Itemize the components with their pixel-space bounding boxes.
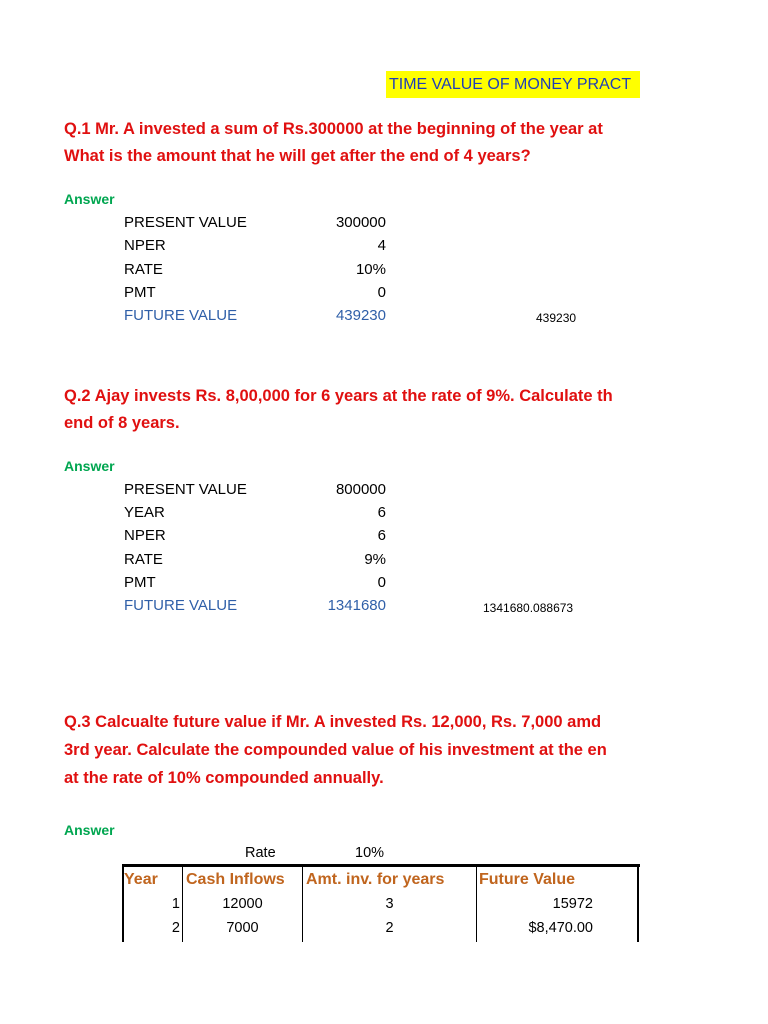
q1-line-2: What is the amount that he will get after the end of 4 years? [64,147,531,165]
q2-label-rate: RATE [124,551,163,568]
q2-answer-label: Answer [64,458,115,474]
q1-label-pmt: PMT [124,284,156,301]
table-row-1-amt[interactable]: 3 [385,896,394,912]
q2-value-nper[interactable]: 6 [377,527,386,544]
q2-line-2: end of 8 years. [64,414,180,432]
table-row-1-fv[interactable]: 15972 [552,896,593,912]
table-row-2-fv[interactable]: $8,470.00 [528,920,593,936]
q1-label-future-value: FUTURE VALUE [124,307,238,324]
table-row-2-amt[interactable]: 2 [385,920,394,936]
q2-label-nper: NPER [124,527,166,544]
q3-rate-value[interactable]: 10% [355,845,385,861]
q2-value-future-value[interactable]: 1341680 [327,597,386,614]
q1-label-present-value: PRESENT VALUE [124,214,247,231]
q1-label-rate: RATE [124,261,163,278]
q1-value-future-value[interactable]: 439230 [335,307,386,324]
q1-side-value[interactable]: 439230 [536,311,577,325]
table-header-amt-inv: Amt. inv. for years [306,871,445,888]
table-header-year: Year [124,871,158,888]
table-top-border [122,864,640,867]
q2-value-year[interactable]: 6 [377,504,386,521]
q2-side-value[interactable]: 1341680.088673 [483,601,574,615]
q2-label-year: YEAR [124,504,165,521]
q3-answer-label: Answer [64,822,115,838]
q1-value-nper[interactable]: 4 [377,237,386,254]
q2-label-future-value: FUTURE VALUE [124,597,238,614]
sheet-title: TIME VALUE OF MONEY PRACT [386,71,640,98]
q2-value-pmt[interactable]: 0 [377,574,386,591]
table-row-1-year[interactable]: 1 [171,896,180,912]
q2-value-rate[interactable]: 9% [364,551,386,568]
table-header-cash-inflows: Cash Inflows [186,871,285,888]
table-row-2-cash[interactable]: 7000 [226,920,259,936]
q1-value-pmt[interactable]: 0 [377,284,386,301]
q2-label-present-value: PRESENT VALUE [124,481,247,498]
q3-line-3: at the rate of 10% compounded annually. [64,769,384,787]
table-row-2-year[interactable]: 2 [171,920,180,936]
q3-line-2: 3rd year. Calculate the compounded value of his investment at the en [64,741,607,759]
q1-label-nper: NPER [124,237,166,254]
q1-answer-label: Answer [64,191,115,207]
q1-line-1: Q.1 Mr. A invested a sum of Rs.300000 at the beginning of the year at [64,120,603,138]
table-row-1-cash[interactable]: 12000 [222,896,263,912]
table-border-right [637,867,639,942]
q1-value-present-value[interactable]: 300000 [335,214,386,231]
q1-value-rate[interactable]: 10% [355,261,386,278]
q3-rate-label: Rate [245,845,276,861]
q2-value-present-value[interactable]: 800000 [335,481,386,498]
q3-line-1: Q.3 Calcualte future value if Mr. A invested Rs. 12,000, Rs. 7,000 amd [64,713,602,731]
q2-label-pmt: PMT [124,574,156,591]
table-header-future-value: Future Value [479,871,576,888]
q2-line-1: Q.2 Ajay invests Rs. 8,00,000 for 6 years at the rate of 9%. Calculate th [64,387,613,405]
